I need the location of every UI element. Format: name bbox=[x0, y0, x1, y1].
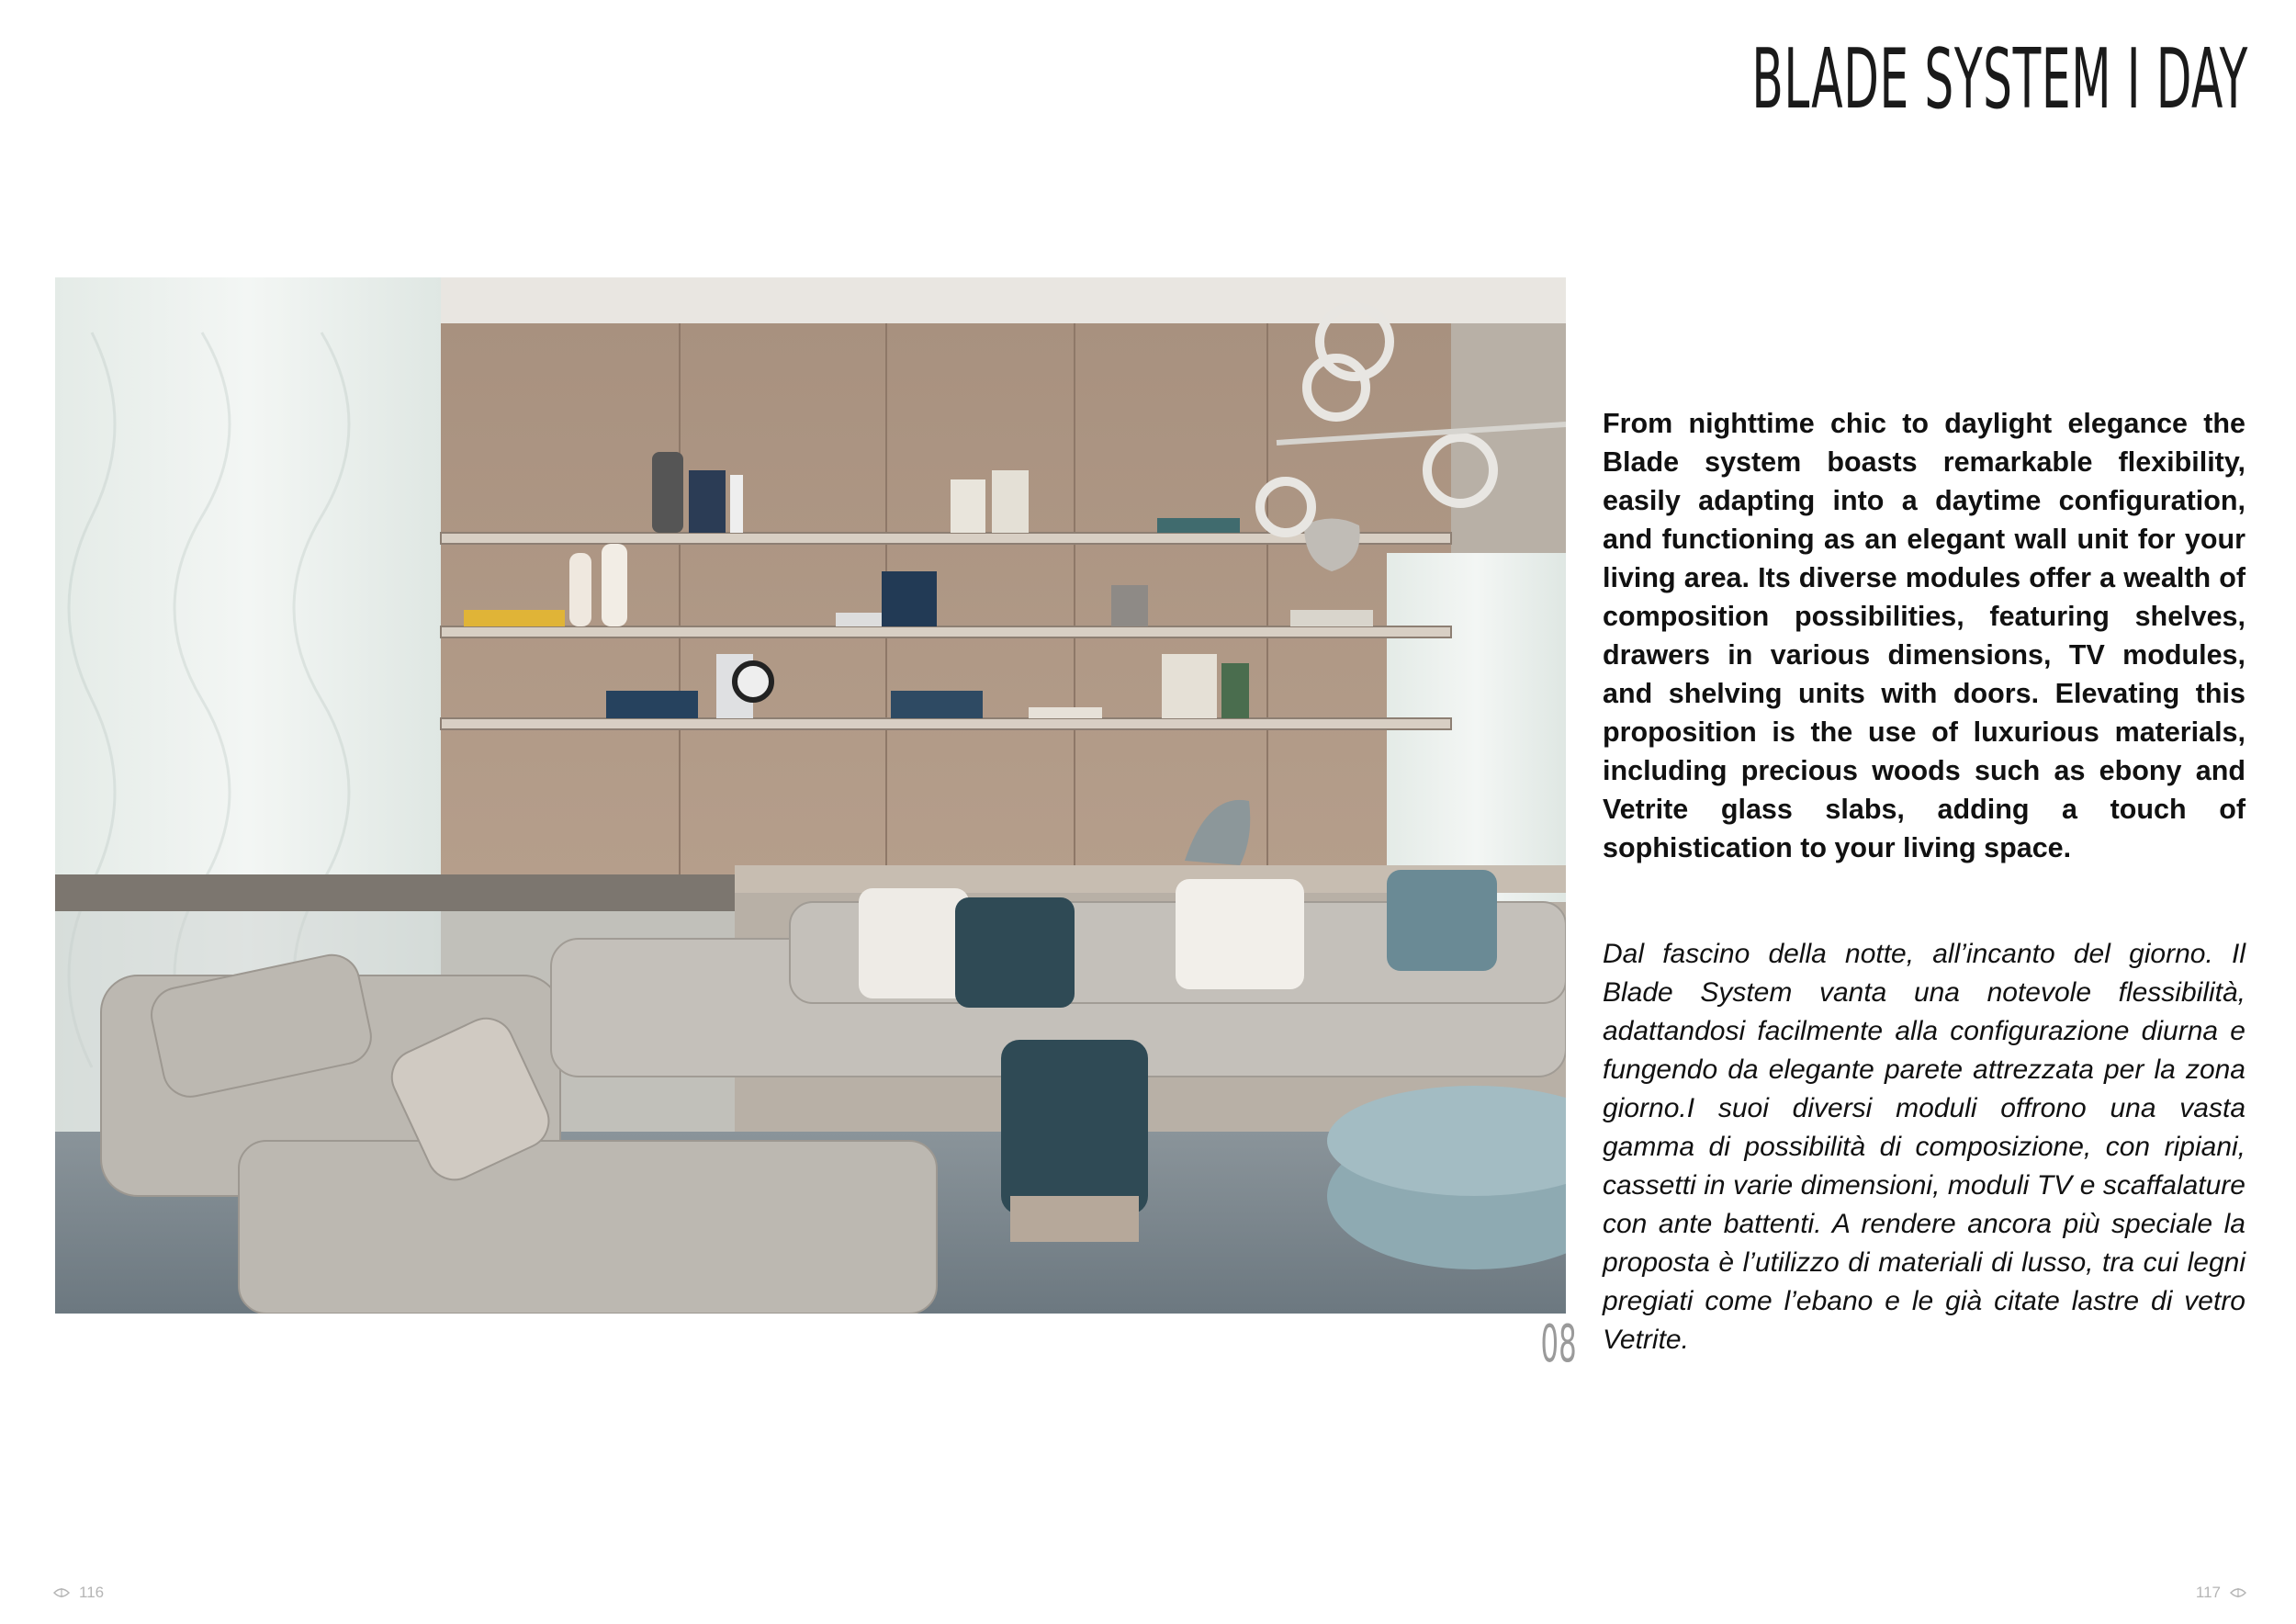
description-italian: Dal fascino della notte, all’incanto del giorno. Il Blade System vanta una notevole flessibilità, adattandosi facilmente alla configurazione diurna e fungendo da elegante parete attrezzata per la zona giorno.I suoi diversi moduli offrono una vasta gamma di possibilità di composizione, con ripiani, cassetti in varie dimensioni, moduli TV e scaffalature con ante battenti. A rendere ancora più speciale la proposta è l’utilizzo di materiali di lusso, tra cui legni pregiati come l’ebano e le già citate lastre di vetro Vetrite. bbox=[1603, 939, 2245, 1355]
description-english: From nighttime chic to daylight elegance the Blade system boasts remarkable flexibility, easily adapting into a daytime configuration, and functioning as an elegant wall unit for your living area. Its diverse modules offer a wealth of composition possibilities, featuring shelves, drawers in various dimensions, TV modules, and shelving units with doors. Elevating this proposition is the use of luxurious materials, including precious woods such as ebony and Vetrite glass slabs, adding a touch of sophistication to your living space. bbox=[1603, 408, 2245, 863]
folio-left bbox=[53, 1584, 104, 1602]
page-number-left: 116 bbox=[79, 1584, 105, 1601]
brand-mark-icon bbox=[53, 1587, 70, 1598]
photo-number: 08 bbox=[1540, 1314, 1577, 1374]
page-number-right: 117 bbox=[2195, 1584, 2221, 1601]
page-title: BLADE SYSTEM I DAY bbox=[1751, 31, 2248, 128]
living-room-illustration bbox=[55, 277, 1566, 1314]
brand-mark-icon bbox=[2230, 1587, 2246, 1598]
folio-right bbox=[2196, 1584, 2246, 1602]
living-room-photo bbox=[55, 277, 1566, 1314]
